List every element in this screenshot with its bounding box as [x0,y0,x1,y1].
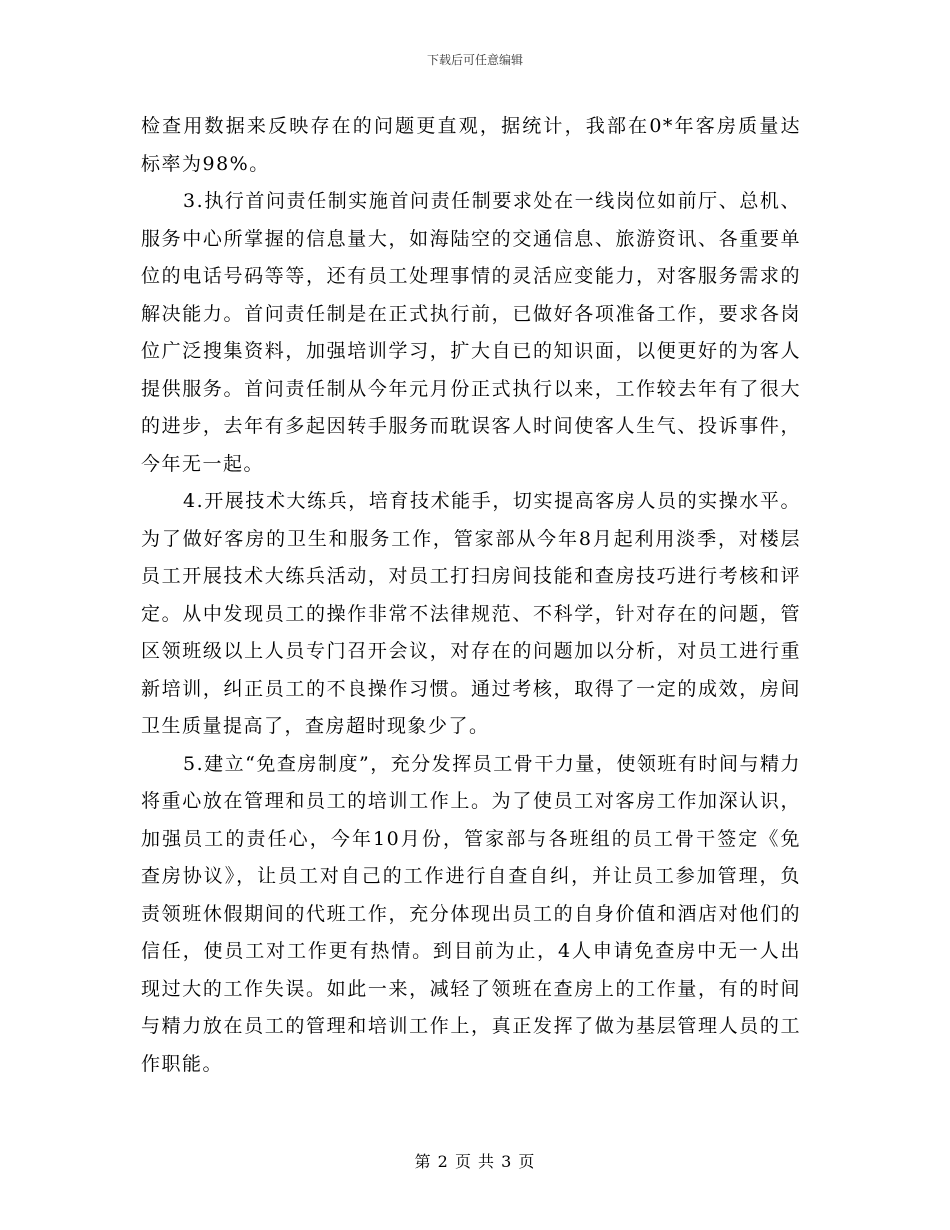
paragraph-inspection-exemption: 5.建立“免查房制度”，充分发挥员工骨干力量，使领班有时间与精力将重心放在管理和员工的培训工作上。为了使员工对客房工作加深认识，加强员工的责任心，今年10月份，管家部与各班组的员工骨干签定《免查房协议》，让员工对自己的工作进行自查自纠，并让员工参加管理，负责领班休假期间的代班工作，充分体现出员工的自身价值和酒店对他们的信任，使员工对工作更有热情。到目前为止，4人申请免查房中无一人出现过大的工作失误。如此一来，减轻了领班在查房上的工作量，有的时间与精力放在员工的管理和培训工作上，真正发挥了做为基层管理人员的工作职能。 [141,752,801,1075]
page-number: 第 2 页 共 3 页 [414,1152,536,1171]
paragraph-first-inquiry-responsibility: 3.执行首问责任制实施首问责任制要求处在一线岗位如前厅、总机、服务中心所掌握的信息量大，如海陆空的交通信息、旅游资讯、各重要单位的电话号码等等，还有员工处理事情的灵活应变能力，对客服务需求的解决能力。首问责任制是在正式执行前，已做好各项准备工作，要求各岗位广泛搜集资料，加强培训学习，扩大自已的知识面，以便更好的为客人提供服务。首问责任制从今年元月份正式执行以来，工作较去年有了很大的进步，去年有多起因转手服务而耽误客人时间使客人生气、投诉事件，今年无一起。 [141,190,801,475]
page-header: 下载后可任意编辑 [426,53,523,67]
paragraph-skills-training: 4.开展技术大练兵，培育技术能手，切实提高客房人员的实操水平。为了做好客房的卫生和服务工作，管家部从今年8月起利用淡季，对楼层员工开展技术大练兵活动，对员工打扫房间技能和查房技巧进行考核和评定。从中发现员工的操作非常不法律规范、不科学，针对存在的问题，管区领班级以上人员专门召开会议，对存在的问题加以分析，对员工进行重新培训，纠正员工的不良操作习惯。通过考核，取得了一定的成效，房间卫生质量提高了，查房超时现象少了。 [141,490,801,737]
paragraph-continuation: 检查用数据来反映存在的问题更直观，据统计，我部在0*年客房质量达标率为98%。 [141,115,801,175]
document-body [141,108,801,1083]
